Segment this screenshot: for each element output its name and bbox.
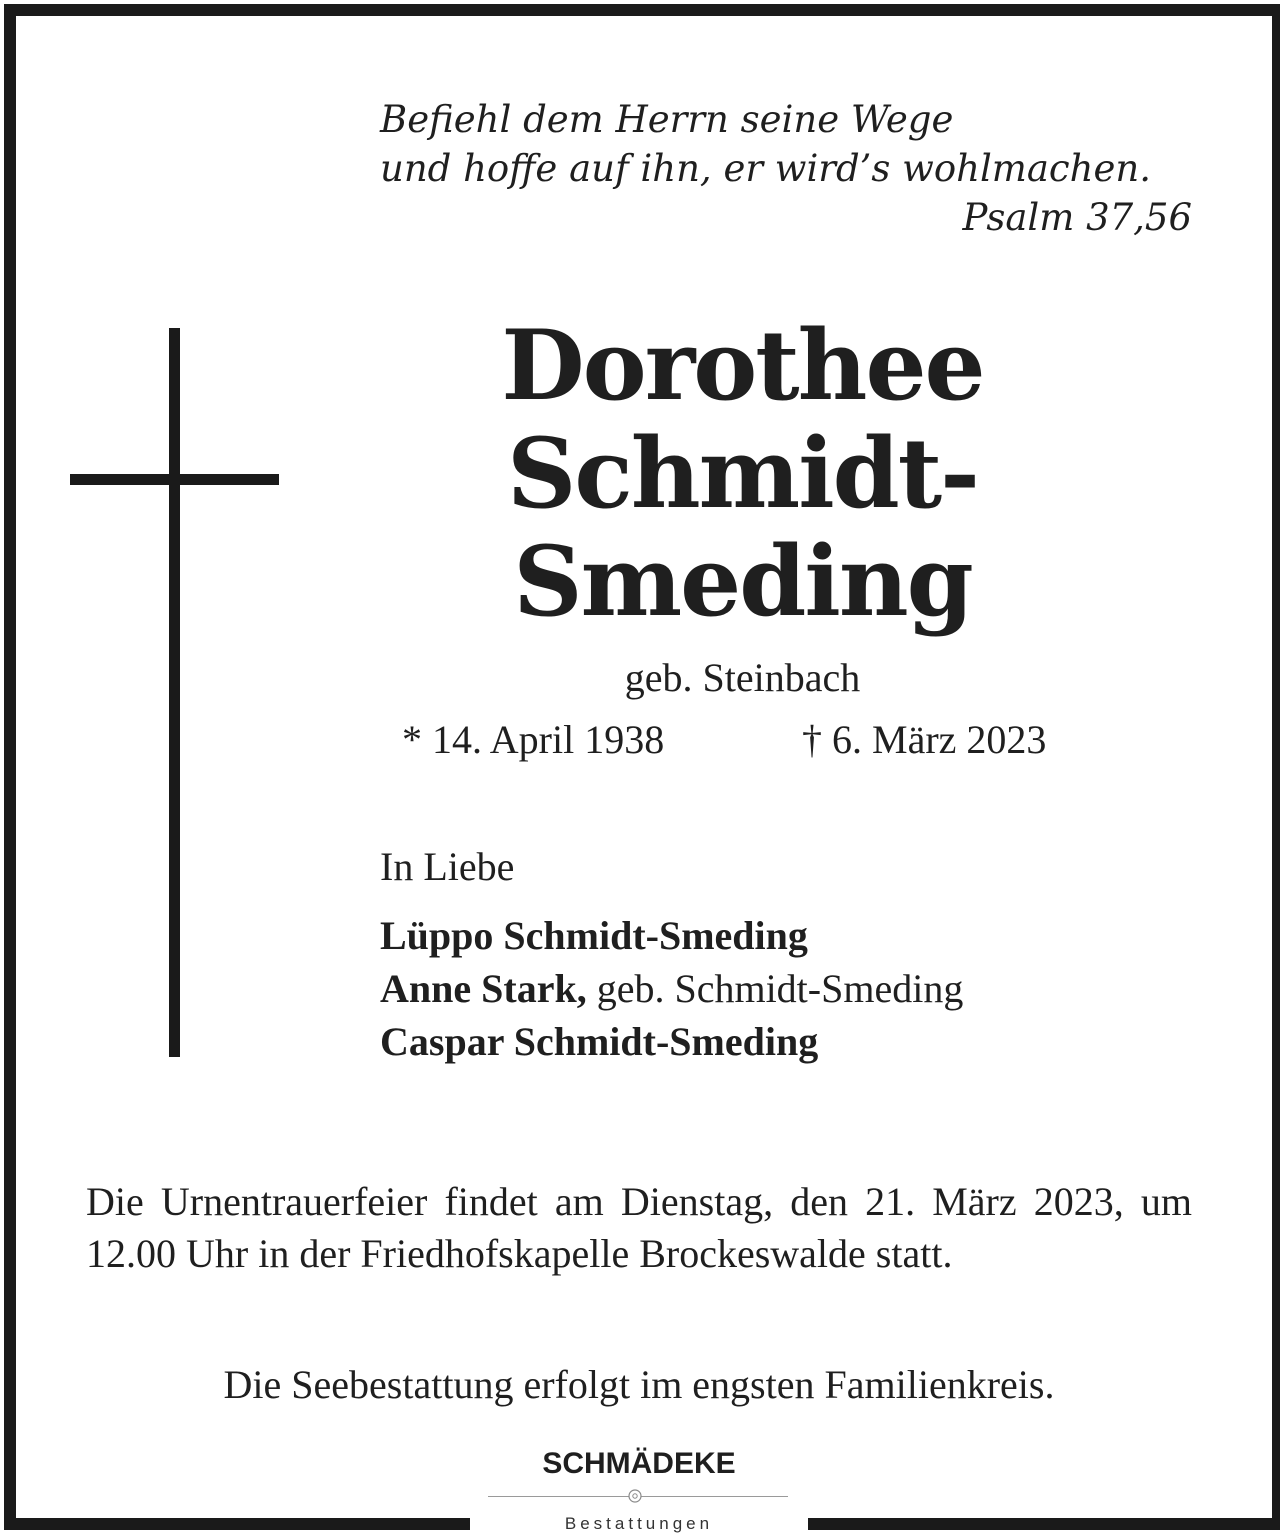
cross-icon [169,328,180,1057]
birth-name: geb. Steinbach [624,655,861,700]
mourner-2-name: Anne Stark, [380,966,587,1011]
ceremony-notice: Die Urnentrauerfeier findet am Dienstag, den 21. März 2023, um 12.00 Uhr in der Friedhofskapelle Brockeswalde statt. [86,1179,1192,1276]
name-line-2: Schmidt- [507,417,978,530]
mourners-intro: In Liebe [380,844,515,889]
circle-emblem-icon [627,1488,643,1504]
name-line-3: Smeding [513,525,972,638]
mourner-3-name: Caspar Schmidt-Smeding [380,1019,819,1064]
quote-line-1: Befiehl dem Herrn seine Wege [380,98,954,141]
funeral-home-name: SCHMÄDEKE [542,1447,736,1480]
mourner-1 [380,909,963,962]
burial-notice: Die Seebestattung erfolgt im engsten Familienkreis. [223,1362,1055,1407]
mourners-list [380,909,963,1068]
name-line-1: Dorothee [501,309,984,422]
mourner-1-name: Lüppo Schmidt-Smeding [380,913,808,958]
deceased-name [380,309,1105,638]
quote-line-2: und hoffe auf ihn, er wird’s wohlmachen. [380,147,1151,190]
death-date: † 6. März 2023 [802,717,1047,762]
quote-reference: Psalm 37,56 [962,196,1192,239]
cross-icon-bar [70,474,279,485]
mourner-2-note: geb. Schmidt-Smeding [586,966,964,1011]
funeral-home-subtitle: Bestattungen [564,1514,714,1533]
mourner-2 [380,962,963,1015]
birth-date: * 14. April 1938 [402,717,665,762]
mourner-3 [380,1015,963,1068]
bible-quote [380,95,1192,242]
